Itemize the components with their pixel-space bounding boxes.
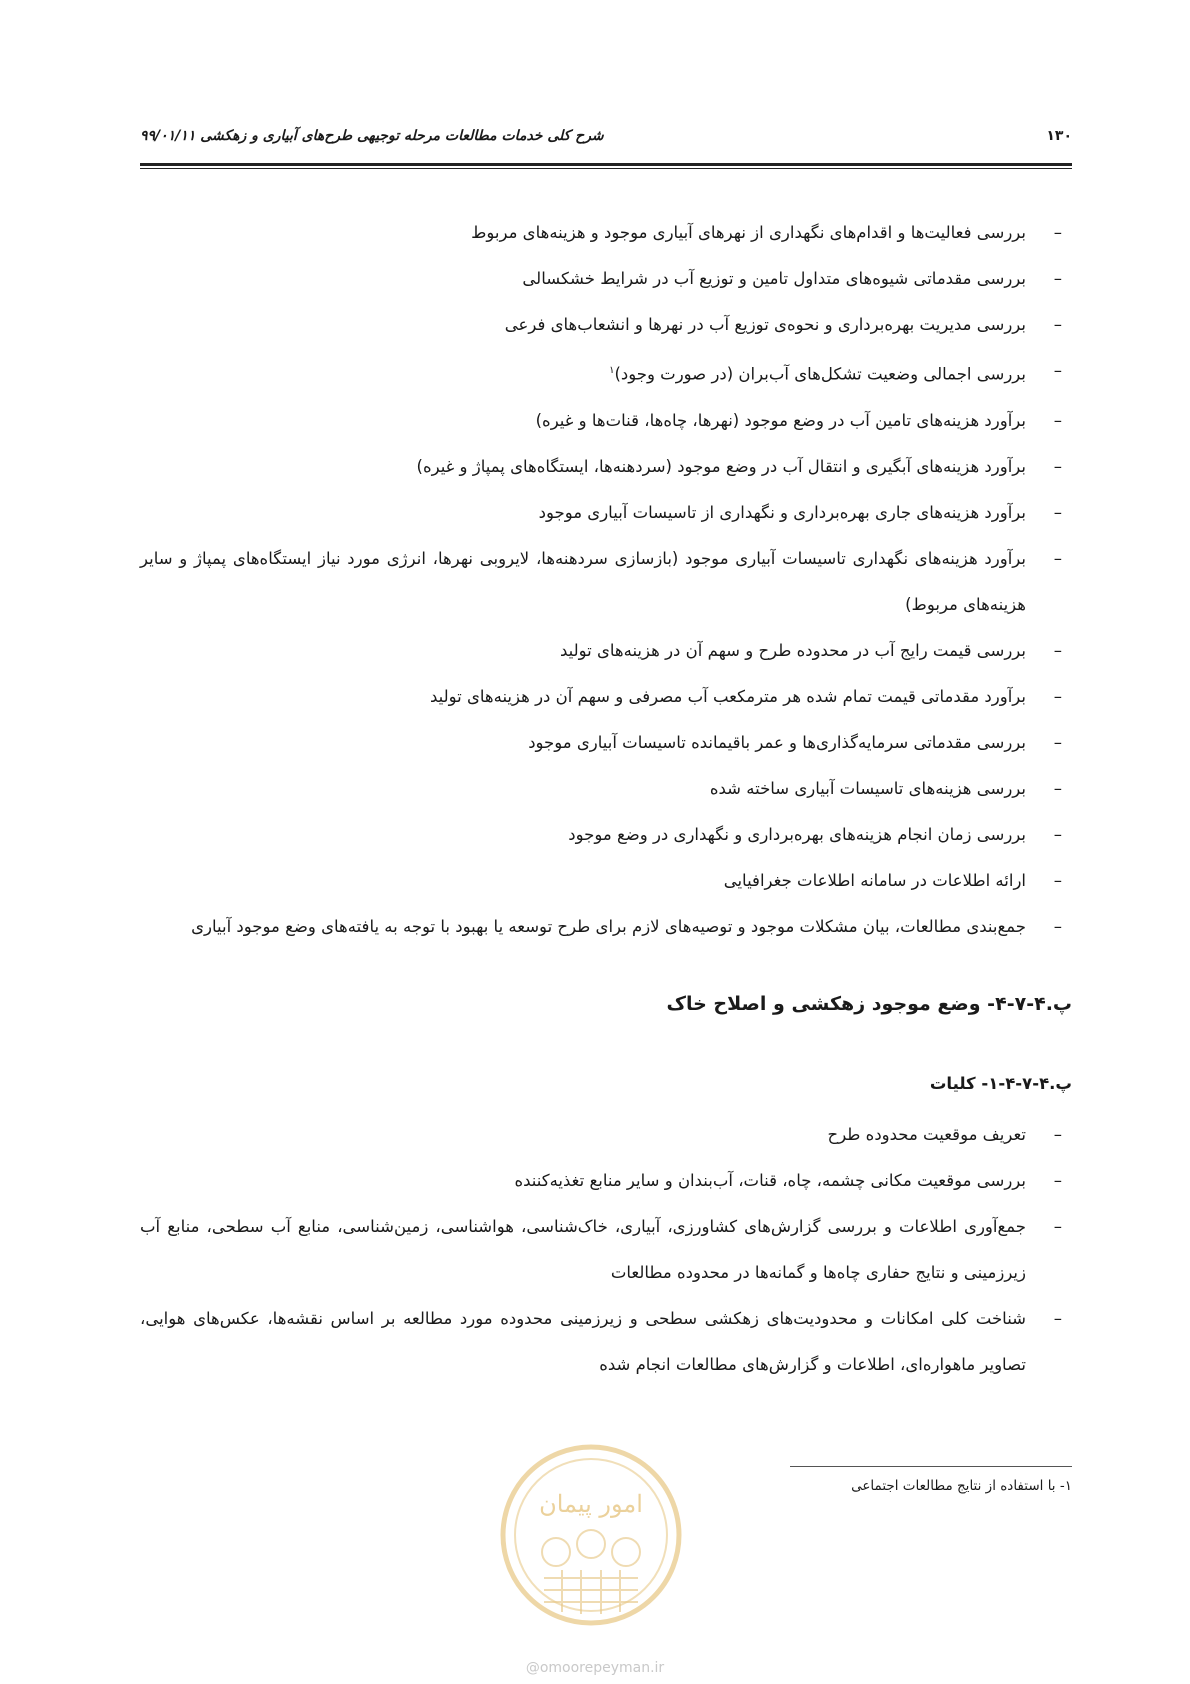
list-item [140, 1204, 1072, 1296]
stamp-text: امور پیمان [539, 1490, 643, 1518]
subsection-heading: پ.۴-۷-۴-۱- کلیات [929, 1073, 1072, 1093]
bullet-dash: – [1053, 315, 1062, 334]
list-item [140, 720, 1072, 766]
list-item-text: بررسی اجمالی وضعیت تشکل‌های آب‌بران (در صورت وجود) [614, 364, 1026, 384]
bullet-dash: – [1053, 1170, 1062, 1190]
bullet-dash: – [1053, 456, 1062, 476]
watermark-url: @omoorepeyman.ir [525, 1660, 665, 1676]
list-item-text: بررسی مقدماتی شیوه‌های متداول تامین و توزیع آب در شرایط خشکسالی [522, 269, 1026, 288]
section-heading: پ.۴-۷-۴- وضع موجود زهکشی و اصلاح خاک [666, 992, 1072, 1015]
list-item [140, 674, 1072, 720]
list-item-text: بررسی قیمت رایج آب در محدوده طرح و سهم آن در هزینه‌های تولید [559, 640, 1026, 660]
bullet-dash: – [1053, 223, 1062, 242]
list-item-text: بررسی مقدماتی سرمایه‌گذاری‌ها و عمر باقیمانده تاسیسات آبیاری موجود [528, 732, 1026, 752]
bullet-dash: – [1053, 1124, 1062, 1144]
bullet-dash: – [1053, 410, 1062, 430]
bullet-dash: – [1053, 732, 1062, 752]
bullet-list-bottom [140, 1112, 1072, 1388]
footnote: ۱- با استفاده از نتایج مطالعات اجتماعی [851, 1478, 1072, 1494]
list-item [140, 628, 1072, 674]
list-item [140, 256, 1072, 302]
bullet-dash: – [1053, 916, 1062, 936]
list-item-text: برآورد هزینه‌های جاری بهره‌برداری و نگهداری از تاسیسات آبیاری موجود [538, 502, 1026, 522]
list-item [140, 766, 1072, 812]
page-number: ۱۳۰ [1046, 128, 1072, 144]
list-item [140, 490, 1072, 536]
bullet-dash: – [1053, 361, 1062, 380]
list-item-text: ارائه اطلاعات در سامانه اطلاعات جغرافیایی [723, 870, 1026, 890]
list-item-text: برآورد مقدماتی قیمت تمام شده هر مترمکعب آب مصرفی و سهم آن در هزینه‌های تولید [429, 686, 1026, 706]
bullet-dash: – [1053, 502, 1062, 522]
list-item [140, 1296, 1072, 1388]
list-item-text: تعریف موقعیت محدوده طرح [827, 1124, 1026, 1144]
footnote-reference: ۱ [609, 365, 615, 376]
list-item-text: بررسی مدیریت بهره‌برداری و نحوه‌ی توزیع آب در نهرها و انشعاب‌های فرعی [504, 315, 1026, 334]
list-item-text: بررسی هزینه‌های تاسیسات آبیاری ساخته شده [709, 778, 1026, 798]
list-item-text: برآورد هزینه‌های نگهداری تاسیسات آبیاری موجود (بازسازی سردهنه‌ها، لایروبی نهرها، انرژی مورد نیاز ایستگاه‌های پمپاژ و سایر هزینه‌های مربوط) [140, 548, 1026, 614]
bullet-dash: – [1053, 824, 1062, 844]
list-item-text: برآورد هزینه‌های تامین آب در وضع موجود (نهرها، چاه‌ها، قنات‌ها و غیره) [535, 410, 1026, 430]
list-item-text: برآورد هزینه‌های آبگیری و انتقال آب در وضع موجود (سردهنه‌ها، ایستگاه‌های پمپاژ و غیره) [416, 456, 1026, 476]
page-header [140, 128, 1072, 150]
list-item [140, 812, 1072, 858]
list-item-text: بررسی فعالیت‌ها و اقدام‌های نگهداری از نهرهای آبیاری موجود و هزینه‌های مربوط [471, 223, 1026, 242]
list-item [140, 348, 1072, 398]
bullet-dash: – [1053, 1308, 1062, 1328]
list-item-text: جمع‌آوری اطلاعات و بررسی گزارش‌های کشاورزی، آبیاری، خاک‌شناسی، هواشناسی، زمین‌شناسی، منابع آب سطحی، منابع آب زیرزمینی و نتایج حفاری چاه‌ها و گمانه‌ها در محدوده مطالعات [140, 1216, 1026, 1282]
running-title: شرح کلی خدمات مطالعات مرحله توجیهی طرح‌های آبیاری و زهکشی ۹۹/۰۱/۱۱ [140, 128, 604, 144]
list-item [140, 904, 1072, 950]
list-item-text: شناخت کلی امکانات و محدودیت‌های زهکشی سطحی و زیرزمینی محدوده مورد مطالعه بر اساس نقشه‌ها، عکس‌های هوایی، تصاویر ماهواره‌ای، اطلاعات و گزارش‌های مطالعات انجام شده [140, 1308, 1026, 1374]
bullet-dash: – [1053, 1216, 1062, 1236]
list-item [140, 536, 1072, 628]
header-rule [140, 163, 1072, 166]
list-item [140, 398, 1072, 444]
bullet-dash: – [1053, 269, 1062, 288]
bullet-dash: – [1053, 640, 1062, 660]
footnote-rule [790, 1466, 1072, 1467]
list-item [140, 858, 1072, 904]
bullet-dash: – [1053, 548, 1062, 568]
list-item [140, 1158, 1072, 1204]
list-item-text: بررسی زمان انجام هزینه‌های بهره‌برداری و نگهداری در وضع موجود [568, 824, 1026, 844]
header-rule-thin [140, 168, 1072, 169]
list-item-text: بررسی موقعیت مکانی چشمه، چاه، قنات، آب‌بندان و سایر منابع تغذیه‌کننده [514, 1170, 1026, 1190]
page-body [140, 210, 1072, 1388]
bullet-list-top [140, 210, 1072, 950]
bullet-dash: – [1053, 870, 1062, 890]
list-item [140, 1112, 1072, 1158]
bullet-dash: – [1053, 778, 1062, 798]
bullet-dash: – [1053, 686, 1062, 706]
list-item [140, 302, 1072, 348]
list-item [140, 444, 1072, 490]
list-item-text: جمع‌بندی مطالعات، بیان مشکلات موجود و توصیه‌های لازم برای طرح توسعه یا بهبود با توجه به یافته‌های وضع موجود آبیاری [191, 916, 1026, 936]
watermark-stamp [496, 1440, 686, 1630]
list-item [140, 210, 1072, 256]
